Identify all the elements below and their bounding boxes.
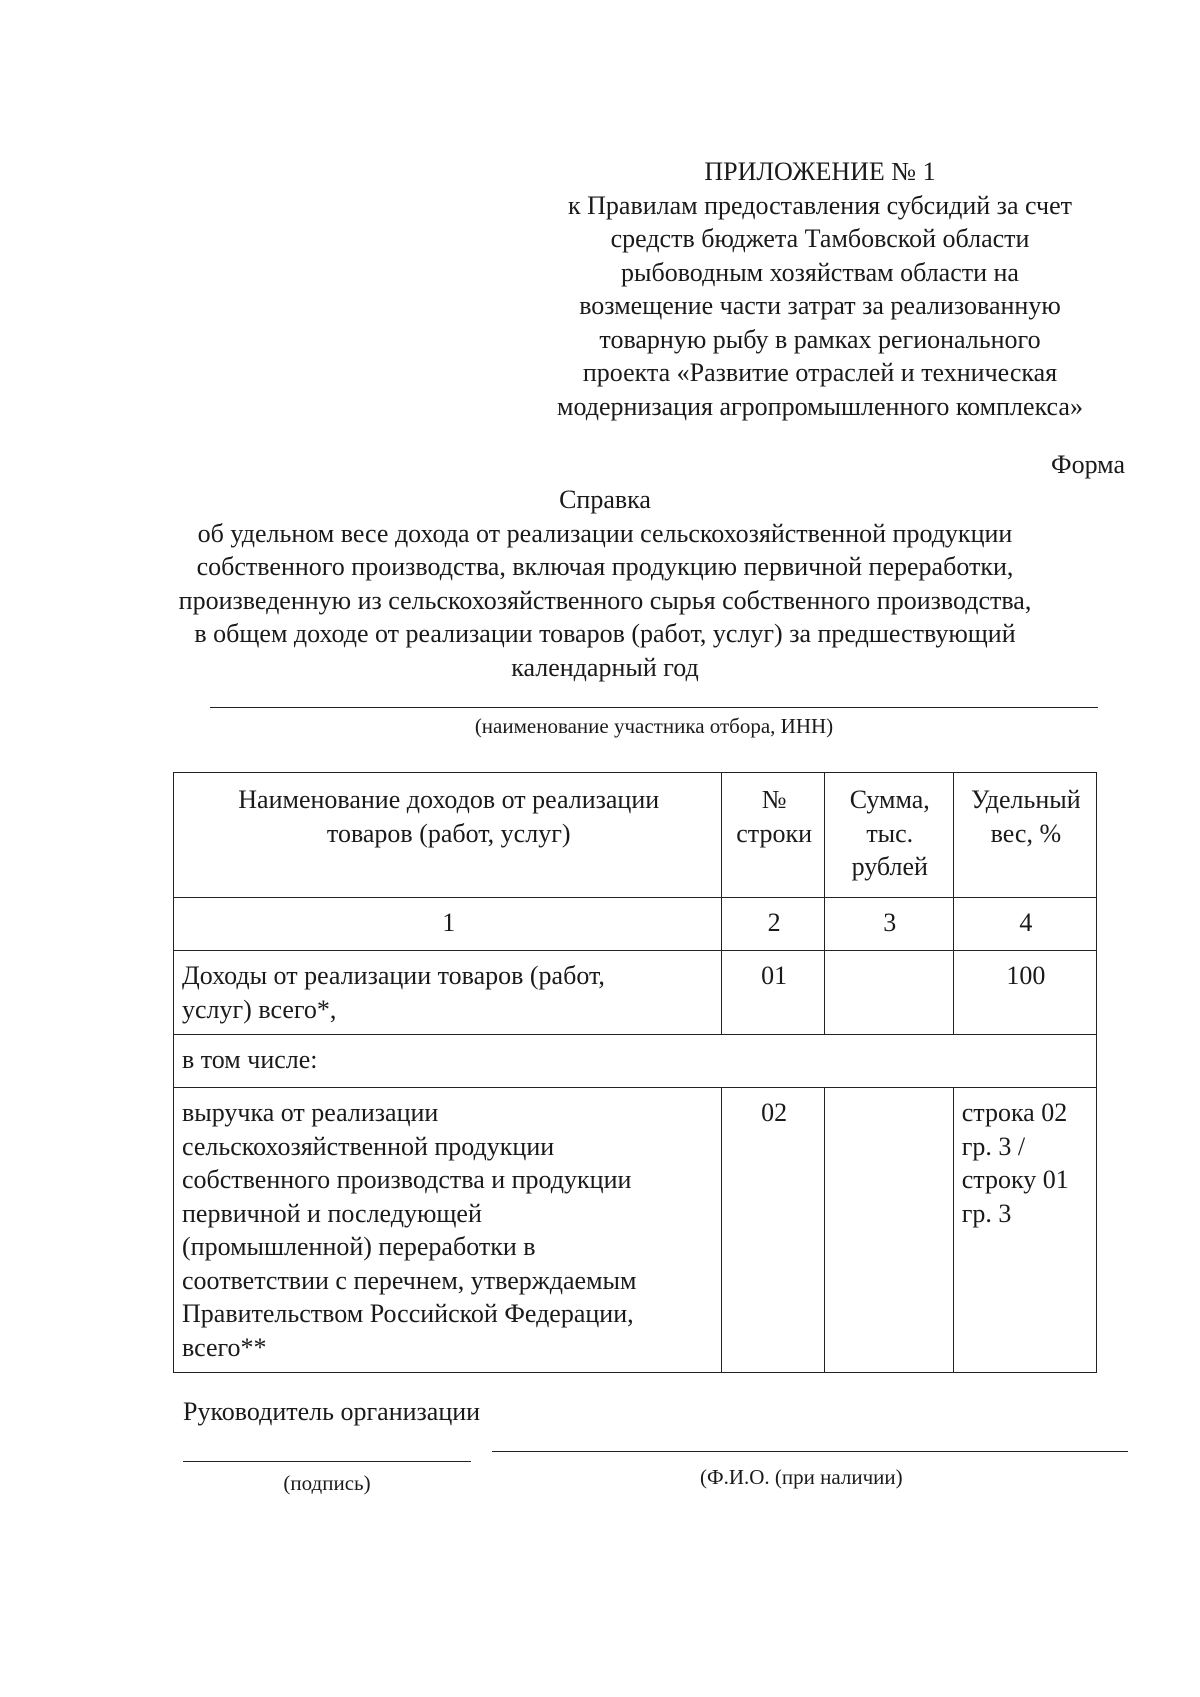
appendix-line: возмещение части затрат за реализованную [579, 291, 1061, 320]
name-caption: (Ф.И.О. (при наличии) [700, 1465, 903, 1489]
document-subtitle-line: собственного производства, включая продукцию первичной переработки, [196, 552, 1014, 581]
participant-fill-line[interactable] [210, 707, 1098, 708]
row-line-number: 02 [722, 1088, 824, 1373]
signature-caption: (подпись) [283, 1471, 371, 1495]
column-number: 4 [953, 898, 1096, 951]
row-sum-cell[interactable] [824, 1088, 953, 1373]
column-number: 1 [174, 898, 722, 951]
participant-caption: (наименование участника отбора, ИНН) [474, 714, 834, 738]
row-including-label: в том числе: [174, 1035, 1097, 1088]
document-subtitle-line: в общем доходе от реализации товаров (работ, услуг) за предшествующий [194, 619, 1016, 648]
table-row [174, 951, 1097, 1035]
form-label: Форма [1051, 450, 1125, 479]
appendix-line: товарную рыбу в рамках регионального [599, 324, 1041, 354]
appendix-line: к Правилам предоставления субсидий за счет [568, 190, 1072, 220]
row-share: строка 02 гр. 3 / строку 01 гр. 3 [953, 1088, 1096, 1373]
appendix-line: проекта «Развитие отраслей и техническая [582, 358, 1058, 387]
column-number: 2 [722, 898, 824, 951]
table-header-row [174, 773, 1097, 898]
table-row [174, 1088, 1097, 1373]
document-subtitle-line: произведенную из сельскохозяйственного сырья собственного производства, [178, 585, 1032, 615]
table-row [174, 1035, 1097, 1088]
header-sum: Сумма, тыс. рублей [824, 773, 953, 898]
row-line-number: 01 [722, 951, 824, 1035]
signer-title: Руководитель организации [183, 1397, 481, 1426]
income-table [173, 772, 1097, 1373]
header-income-name: Наименование доходов от реализации товаров (работ, услуг) [174, 773, 722, 898]
name-fill-line[interactable] [492, 1451, 1128, 1452]
appendix-header [520, 155, 1120, 423]
document-title: Справка [559, 485, 651, 514]
appendix-title: ПРИЛОЖЕНИЕ № 1 [704, 157, 936, 186]
header-share: Удельный вес, % [953, 773, 1096, 898]
signature-fill-line[interactable] [183, 1461, 471, 1462]
row-share: 100 [953, 951, 1096, 1035]
row-income-name: Доходы от реализации товаров (работ, услуг) всего*, [174, 951, 722, 1035]
document-heading [150, 483, 1060, 684]
appendix-line: модернизация агропромышленного комплекса» [557, 391, 1083, 421]
column-number-row [174, 898, 1097, 951]
appendix-line: рыбоводным хозяйствам области на [621, 257, 1019, 287]
column-number: 3 [824, 898, 953, 951]
document-subtitle-line: календарный год [511, 652, 699, 682]
row-sum-cell[interactable] [824, 951, 953, 1035]
document-subtitle-line: об удельном весе дохода от реализации сельскохозяйственной продукции [197, 518, 1013, 548]
row-income-name: выручка от реализации сельскохозяйственной продукции собственного производства и продукции первичной и последующей (промышленной) переработки в соответствии с перечнем, утверждаемым Правительством Российской Федерации, всего** [174, 1088, 722, 1373]
header-line-number: № строки [722, 773, 824, 898]
appendix-line: средств бюджета Тамбовской области [610, 224, 1030, 253]
